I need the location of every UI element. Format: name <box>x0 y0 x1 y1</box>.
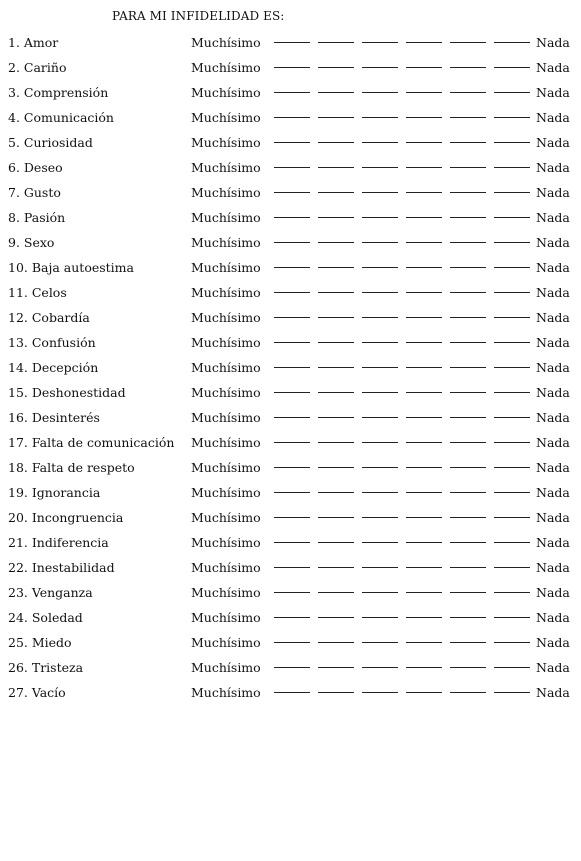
rating-blank[interactable] <box>406 392 442 393</box>
rating-blank[interactable] <box>318 492 354 493</box>
rating-blank[interactable] <box>362 417 398 418</box>
rating-blank[interactable] <box>318 142 354 143</box>
list-item <box>8 180 576 205</box>
rating-blank[interactable] <box>274 692 310 693</box>
rating-blank[interactable] <box>362 617 398 618</box>
scale-left-anchor: Muchísimo <box>191 410 261 425</box>
rating-blank[interactable] <box>494 667 530 668</box>
rating-blank[interactable] <box>274 342 310 343</box>
rating-scale <box>274 505 532 530</box>
rating-scale <box>274 655 532 680</box>
list-item <box>8 630 576 655</box>
rating-blank[interactable] <box>274 542 310 543</box>
rating-blank[interactable] <box>406 292 442 293</box>
rating-blank[interactable] <box>406 492 442 493</box>
list-item <box>8 680 576 705</box>
scale-left-anchor: Muchísimo <box>191 585 261 600</box>
scale-left-anchor: Muchísimo <box>191 35 261 50</box>
scale-left-anchor: Muchísimo <box>191 160 261 175</box>
rating-blank[interactable] <box>494 442 530 443</box>
rating-blank[interactable] <box>450 167 486 168</box>
rating-scale <box>274 580 532 605</box>
rating-blank[interactable] <box>318 92 354 93</box>
rating-blank[interactable] <box>494 192 530 193</box>
item-label: 11. Celos <box>8 285 67 300</box>
rating-blank[interactable] <box>274 442 310 443</box>
rating-blank[interactable] <box>274 67 310 68</box>
rating-blank[interactable] <box>274 667 310 668</box>
item-label: 19. Ignorancia <box>8 485 101 500</box>
rating-scale <box>274 205 532 230</box>
rating-blank[interactable] <box>362 492 398 493</box>
rating-blank[interactable] <box>450 92 486 93</box>
list-item <box>8 430 576 455</box>
scale-left-anchor: Muchísimo <box>191 685 261 700</box>
item-label: 5. Curiosidad <box>8 135 93 150</box>
scale-right-anchor: Nada <box>536 35 570 50</box>
list-item <box>8 155 576 180</box>
rating-blank[interactable] <box>274 467 310 468</box>
list-item <box>8 655 576 680</box>
scale-right-anchor: Nada <box>536 185 570 200</box>
rating-blank[interactable] <box>318 417 354 418</box>
rating-blank[interactable] <box>274 117 310 118</box>
rating-scale <box>274 130 532 155</box>
rating-blank[interactable] <box>406 367 442 368</box>
list-item <box>8 530 576 555</box>
scale-right-anchor: Nada <box>536 210 570 225</box>
item-label: 24. Soledad <box>8 610 83 625</box>
scale-right-anchor: Nada <box>536 135 570 150</box>
rating-blank[interactable] <box>406 42 442 43</box>
rating-blank[interactable] <box>362 142 398 143</box>
list-item <box>8 255 576 280</box>
rating-blank[interactable] <box>274 267 310 268</box>
item-label: 6. Deseo <box>8 160 63 175</box>
scale-right-anchor: Nada <box>536 485 570 500</box>
list-item <box>8 305 576 330</box>
rating-blank[interactable] <box>450 217 486 218</box>
rating-scale <box>274 255 532 280</box>
rating-blank[interactable] <box>318 617 354 618</box>
rating-blank[interactable] <box>406 317 442 318</box>
scale-left-anchor: Muchísimo <box>191 285 261 300</box>
rating-blank[interactable] <box>274 242 310 243</box>
scale-right-anchor: Nada <box>536 660 570 675</box>
rating-blank[interactable] <box>450 417 486 418</box>
scale-right-anchor: Nada <box>536 435 570 450</box>
rating-blank[interactable] <box>318 692 354 693</box>
scale-right-anchor: Nada <box>536 235 570 250</box>
list-item <box>8 330 576 355</box>
rating-blank[interactable] <box>406 217 442 218</box>
rating-blank[interactable] <box>318 317 354 318</box>
scale-left-anchor: Muchísimo <box>191 460 261 475</box>
scale-left-anchor: Muchísimo <box>191 635 261 650</box>
rating-blank[interactable] <box>450 642 486 643</box>
rating-blank[interactable] <box>406 467 442 468</box>
scale-right-anchor: Nada <box>536 335 570 350</box>
rating-blank[interactable] <box>450 592 486 593</box>
list-item <box>8 380 576 405</box>
item-label: 21. Indiferencia <box>8 535 109 550</box>
scale-right-anchor: Nada <box>536 260 570 275</box>
rating-blank[interactable] <box>450 42 486 43</box>
rating-blank[interactable] <box>318 67 354 68</box>
rating-blank[interactable] <box>450 442 486 443</box>
rating-blank[interactable] <box>274 392 310 393</box>
scale-left-anchor: Muchísimo <box>191 335 261 350</box>
rating-blank[interactable] <box>274 317 310 318</box>
rating-blank[interactable] <box>362 242 398 243</box>
rating-blank[interactable] <box>406 117 442 118</box>
rating-blank[interactable] <box>362 592 398 593</box>
rating-blank[interactable] <box>450 367 486 368</box>
rating-blank[interactable] <box>362 642 398 643</box>
rating-blank[interactable] <box>274 292 310 293</box>
rating-blank[interactable] <box>318 642 354 643</box>
rating-blank[interactable] <box>274 92 310 93</box>
rating-blank[interactable] <box>318 292 354 293</box>
scale-left-anchor: Muchísimo <box>191 360 261 375</box>
list-item <box>8 480 576 505</box>
list-item <box>8 580 576 605</box>
rating-blank[interactable] <box>494 42 530 43</box>
list-item <box>8 30 576 55</box>
scale-right-anchor: Nada <box>536 110 570 125</box>
rating-blank[interactable] <box>450 142 486 143</box>
rating-blank[interactable] <box>406 517 442 518</box>
rating-blank[interactable] <box>494 142 530 143</box>
rating-scale <box>274 355 532 380</box>
rating-blank[interactable] <box>274 42 310 43</box>
rating-blank[interactable] <box>318 167 354 168</box>
scale-right-anchor: Nada <box>536 410 570 425</box>
rating-blank[interactable] <box>318 542 354 543</box>
rating-blank[interactable] <box>318 592 354 593</box>
item-label: 25. Miedo <box>8 635 72 650</box>
rating-blank[interactable] <box>362 67 398 68</box>
rating-blank[interactable] <box>494 242 530 243</box>
list-item <box>8 230 576 255</box>
rating-blank[interactable] <box>362 192 398 193</box>
scale-left-anchor: Muchísimo <box>191 535 261 550</box>
rating-blank[interactable] <box>494 317 530 318</box>
scale-left-anchor: Muchísimo <box>191 60 261 75</box>
list-item <box>8 80 576 105</box>
item-label: 4. Comunicación <box>8 110 114 125</box>
item-label: 8. Pasión <box>8 210 66 225</box>
rating-blank[interactable] <box>450 317 486 318</box>
rating-blank[interactable] <box>450 467 486 468</box>
scale-left-anchor: Muchísimo <box>191 260 261 275</box>
rating-scale <box>274 555 532 580</box>
rating-blank[interactable] <box>318 42 354 43</box>
scale-right-anchor: Nada <box>536 60 570 75</box>
rating-blank[interactable] <box>362 692 398 693</box>
scale-right-anchor: Nada <box>536 585 570 600</box>
rating-blank[interactable] <box>494 642 530 643</box>
item-label: 13. Confusión <box>8 335 96 350</box>
rating-scale <box>274 55 532 80</box>
rating-blank[interactable] <box>450 492 486 493</box>
list-item <box>8 205 576 230</box>
rating-blank[interactable] <box>274 417 310 418</box>
list-item <box>8 405 576 430</box>
scale-left-anchor: Muchísimo <box>191 210 261 225</box>
rating-blank[interactable] <box>318 667 354 668</box>
rating-blank[interactable] <box>406 692 442 693</box>
rating-scale <box>274 305 532 330</box>
rating-blank[interactable] <box>450 617 486 618</box>
rating-blank[interactable] <box>362 542 398 543</box>
rating-scale <box>274 405 532 430</box>
rating-blank[interactable] <box>362 217 398 218</box>
rating-blank[interactable] <box>406 242 442 243</box>
rating-blank[interactable] <box>274 167 310 168</box>
list-item <box>8 555 576 580</box>
rating-scale <box>274 180 532 205</box>
rating-blank[interactable] <box>362 667 398 668</box>
rating-blank[interactable] <box>494 92 530 93</box>
rating-blank[interactable] <box>406 542 442 543</box>
list-item <box>8 105 576 130</box>
rating-blank[interactable] <box>274 142 310 143</box>
rating-blank[interactable] <box>494 617 530 618</box>
rating-blank[interactable] <box>494 542 530 543</box>
rating-blank[interactable] <box>318 517 354 518</box>
rating-blank[interactable] <box>406 667 442 668</box>
scale-left-anchor: Muchísimo <box>191 660 261 675</box>
rating-blank[interactable] <box>362 367 398 368</box>
list-item <box>8 355 576 380</box>
rating-blank[interactable] <box>406 342 442 343</box>
item-label: 14. Decepción <box>8 360 99 375</box>
scale-right-anchor: Nada <box>536 535 570 550</box>
scale-left-anchor: Muchísimo <box>191 235 261 250</box>
rating-blank[interactable] <box>494 217 530 218</box>
rating-blank[interactable] <box>406 67 442 68</box>
item-label: 27. Vacío <box>8 685 66 700</box>
rating-blank[interactable] <box>274 592 310 593</box>
item-label: 7. Gusto <box>8 185 61 200</box>
rating-scale <box>274 430 532 455</box>
scale-right-anchor: Nada <box>536 635 570 650</box>
rating-blank[interactable] <box>450 192 486 193</box>
rating-blank[interactable] <box>362 392 398 393</box>
rating-blank[interactable] <box>494 392 530 393</box>
item-label: 9. Sexo <box>8 235 55 250</box>
scale-left-anchor: Muchísimo <box>191 485 261 500</box>
rating-blank[interactable] <box>318 442 354 443</box>
rating-blank[interactable] <box>406 442 442 443</box>
rating-blank[interactable] <box>494 417 530 418</box>
rating-blank[interactable] <box>362 267 398 268</box>
rating-scale <box>274 230 532 255</box>
item-label: 10. Baja autoestima <box>8 260 134 275</box>
rating-blank[interactable] <box>318 467 354 468</box>
rating-scale <box>274 330 532 355</box>
rating-scale <box>274 680 532 705</box>
rating-blank[interactable] <box>450 342 486 343</box>
item-label: 3. Comprensión <box>8 85 109 100</box>
rating-blank[interactable] <box>450 67 486 68</box>
rating-blank[interactable] <box>450 667 486 668</box>
rating-blank[interactable] <box>450 567 486 568</box>
item-list <box>8 30 576 705</box>
rating-blank[interactable] <box>318 217 354 218</box>
rating-blank[interactable] <box>406 92 442 93</box>
scale-left-anchor: Muchísimo <box>191 310 261 325</box>
scale-right-anchor: Nada <box>536 160 570 175</box>
rating-blank[interactable] <box>406 417 442 418</box>
rating-blank[interactable] <box>362 42 398 43</box>
rating-blank[interactable] <box>494 492 530 493</box>
scale-right-anchor: Nada <box>536 510 570 525</box>
rating-blank[interactable] <box>274 492 310 493</box>
scale-right-anchor: Nada <box>536 610 570 625</box>
list-item <box>8 280 576 305</box>
scale-left-anchor: Muchísimo <box>191 135 261 150</box>
rating-blank[interactable] <box>450 392 486 393</box>
rating-scale <box>274 105 532 130</box>
scale-right-anchor: Nada <box>536 560 570 575</box>
rating-blank[interactable] <box>494 292 530 293</box>
item-label: 17. Falta de comunicación <box>8 435 175 450</box>
rating-scale <box>274 380 532 405</box>
rating-blank[interactable] <box>406 142 442 143</box>
scale-left-anchor: Muchísimo <box>191 110 261 125</box>
scale-right-anchor: Nada <box>536 385 570 400</box>
item-label: 12. Cobardía <box>8 310 90 325</box>
rating-blank[interactable] <box>318 192 354 193</box>
item-label: 2. Cariño <box>8 60 67 75</box>
scale-right-anchor: Nada <box>536 460 570 475</box>
rating-blank[interactable] <box>494 267 530 268</box>
rating-blank[interactable] <box>494 342 530 343</box>
scale-left-anchor: Muchísimo <box>191 610 261 625</box>
rating-blank[interactable] <box>274 192 310 193</box>
rating-scale <box>274 605 532 630</box>
rating-blank[interactable] <box>494 467 530 468</box>
rating-blank[interactable] <box>494 67 530 68</box>
rating-blank[interactable] <box>406 567 442 568</box>
rating-blank[interactable] <box>362 292 398 293</box>
rating-blank[interactable] <box>450 692 486 693</box>
rating-blank[interactable] <box>406 167 442 168</box>
item-label: 1. Amor <box>8 35 59 50</box>
rating-blank[interactable] <box>318 267 354 268</box>
rating-scale <box>274 455 532 480</box>
rating-scale <box>274 480 532 505</box>
rating-blank[interactable] <box>406 192 442 193</box>
rating-blank[interactable] <box>362 442 398 443</box>
rating-blank[interactable] <box>494 517 530 518</box>
rating-blank[interactable] <box>362 342 398 343</box>
rating-blank[interactable] <box>362 92 398 93</box>
rating-blank[interactable] <box>362 467 398 468</box>
item-label: 18. Falta de respeto <box>8 460 135 475</box>
rating-blank[interactable] <box>274 642 310 643</box>
scale-right-anchor: Nada <box>536 85 570 100</box>
rating-blank[interactable] <box>406 617 442 618</box>
rating-blank[interactable] <box>318 392 354 393</box>
scale-right-anchor: Nada <box>536 310 570 325</box>
rating-blank[interactable] <box>450 117 486 118</box>
rating-blank[interactable] <box>318 342 354 343</box>
rating-blank[interactable] <box>450 267 486 268</box>
rating-scale <box>274 30 532 55</box>
rating-blank[interactable] <box>318 367 354 368</box>
item-label: 15. Deshonestidad <box>8 385 126 400</box>
item-label: 22. Inestabilidad <box>8 560 115 575</box>
rating-scale <box>274 630 532 655</box>
scale-left-anchor: Muchísimo <box>191 385 261 400</box>
rating-blank[interactable] <box>274 367 310 368</box>
item-label: 20. Incongruencia <box>8 510 124 525</box>
rating-blank[interactable] <box>274 617 310 618</box>
scale-left-anchor: Muchísimo <box>191 435 261 450</box>
rating-blank[interactable] <box>406 592 442 593</box>
item-label: 23. Venganza <box>8 585 93 600</box>
rating-blank[interactable] <box>494 367 530 368</box>
rating-scale <box>274 80 532 105</box>
item-label: 16. Desinterés <box>8 410 100 425</box>
list-item <box>8 605 576 630</box>
rating-blank[interactable] <box>362 317 398 318</box>
rating-blank[interactable] <box>494 567 530 568</box>
scale-left-anchor: Muchísimo <box>191 510 261 525</box>
rating-blank[interactable] <box>450 542 486 543</box>
scale-left-anchor: Muchísimo <box>191 185 261 200</box>
rating-blank[interactable] <box>450 242 486 243</box>
page-title: PARA MI INFIDELIDAD ES: <box>112 9 285 23</box>
rating-blank[interactable] <box>318 242 354 243</box>
rating-blank[interactable] <box>362 167 398 168</box>
scale-right-anchor: Nada <box>536 285 570 300</box>
rating-blank[interactable] <box>362 117 398 118</box>
list-item <box>8 505 576 530</box>
rating-blank[interactable] <box>318 567 354 568</box>
rating-blank[interactable] <box>362 567 398 568</box>
rating-blank[interactable] <box>494 692 530 693</box>
scale-left-anchor: Muchísimo <box>191 85 261 100</box>
rating-scale <box>274 280 532 305</box>
scale-left-anchor: Muchísimo <box>191 560 261 575</box>
item-label: 26. Tristeza <box>8 660 84 675</box>
list-item <box>8 55 576 80</box>
rating-blank[interactable] <box>494 167 530 168</box>
rating-blank[interactable] <box>318 117 354 118</box>
rating-blank[interactable] <box>362 517 398 518</box>
rating-blank[interactable] <box>274 517 310 518</box>
rating-blank[interactable] <box>274 567 310 568</box>
scale-right-anchor: Nada <box>536 360 570 375</box>
list-item <box>8 130 576 155</box>
list-item <box>8 455 576 480</box>
rating-blank[interactable] <box>494 117 530 118</box>
rating-blank[interactable] <box>406 267 442 268</box>
rating-blank[interactable] <box>406 642 442 643</box>
rating-blank[interactable] <box>450 517 486 518</box>
rating-blank[interactable] <box>450 292 486 293</box>
rating-blank[interactable] <box>274 217 310 218</box>
rating-blank[interactable] <box>494 592 530 593</box>
scale-right-anchor: Nada <box>536 685 570 700</box>
rating-scale <box>274 155 532 180</box>
rating-scale <box>274 530 532 555</box>
